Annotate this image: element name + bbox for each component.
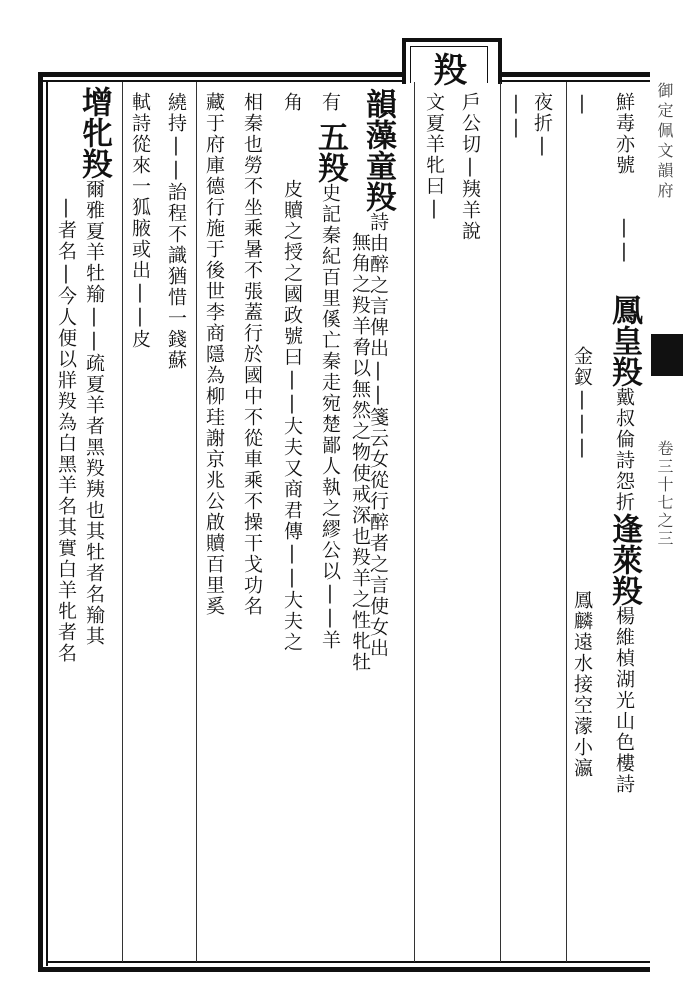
entry-headword: 牝羖 — [76, 117, 112, 179]
text-column-3 — [532, 92, 551, 158]
frame-left-inner-line — [46, 80, 48, 966]
text-column-1 — [606, 92, 642, 795]
text-segment: || — [505, 92, 527, 140]
column-rule — [196, 82, 197, 962]
text-segment: 有 — [319, 92, 341, 113]
column-rule — [566, 82, 567, 962]
text-segment: 楊維楨湖光山色樓詩 — [613, 606, 635, 795]
text-column-11 — [242, 92, 261, 617]
text-segment: 相秦也勞不坐乘暑不張蓋行於國中不從車乘不操干戈功名 — [241, 92, 263, 617]
entry-headword: 童羖 — [360, 150, 396, 212]
text-segment: 無角之羖羊脅以無然之物使戒深也羖羊之性牝牡 — [349, 232, 371, 673]
text-segment: 軾詩從來一狐腋或出||皮 — [129, 92, 151, 350]
text-segment: 詩由醉之言俾出||箋云女從行醉者之言使女出 — [367, 212, 389, 659]
text-segment: 史記秦紀百里傒亡秦走宛楚鄙人執之繆公以||羊 — [319, 183, 341, 651]
column-rule — [414, 82, 415, 962]
section-heading: 韻藻 — [360, 88, 396, 150]
tab-title: 羖 — [427, 52, 467, 86]
text-segment: 鳳麟遠水接空濛小瀛 — [571, 590, 593, 779]
fish-tail-mark — [651, 334, 683, 376]
frame-bottom-inner-line — [46, 961, 650, 963]
text-column-10 — [282, 92, 301, 653]
text-column-5 — [460, 92, 479, 242]
text-column-8 — [350, 232, 369, 673]
text-segment: || — [613, 216, 635, 264]
frame-top-inner-line — [38, 80, 650, 82]
margin-volume-label: 卷三十七之三 — [655, 440, 674, 548]
text-segment: | — [571, 92, 593, 116]
text-segment: |者名|今人便以牂羖為白黑羊名其實白羊牝者名 — [55, 196, 77, 664]
text-segment: 文夏羊牝曰| — [423, 92, 445, 221]
text-segment: 戶公切|羠羊說 — [459, 92, 481, 242]
text-column-14 — [130, 92, 149, 350]
text-column-16 — [56, 196, 75, 664]
text-segment: 夜折| — [531, 92, 553, 158]
frame-left-border — [38, 72, 43, 972]
entry-headword: 五羖 — [312, 121, 348, 183]
text-column-6 — [424, 92, 443, 221]
text-segment: 金釵||| — [571, 346, 593, 460]
text-segment: 藏于府庫德行施于後世李商隱為柳珪謝京兆公啟贖百里奚 — [203, 92, 225, 617]
frame-bottom-border — [38, 967, 650, 972]
text-column-9 — [312, 92, 348, 651]
text-column-12 — [204, 92, 223, 617]
entry-headword: 逢萊羖 — [606, 513, 642, 606]
frame-top-border — [38, 72, 650, 77]
column-rule — [122, 82, 123, 962]
column-rule — [500, 82, 501, 962]
entry-headword: 鳳皇羖 — [606, 294, 642, 387]
section-heading: 增 — [76, 86, 112, 117]
text-segment: 鮮毒亦號 — [613, 92, 635, 176]
text-column-15 — [76, 86, 112, 647]
text-segment: 爾雅夏羊牡羭||疏夏羊者黑羖羠也其牡者名羭其 — [83, 179, 105, 647]
text-segment: 繞持||詒程不識猶惜一錢蘇 — [165, 92, 187, 371]
text-column-2 — [572, 92, 591, 779]
text-column-4 — [506, 92, 525, 140]
text-column-13 — [166, 92, 185, 371]
text-segment: 戴叔倫詩怨折 — [613, 387, 635, 513]
margin-book-title: 御定佩文韻府 — [655, 82, 674, 202]
text-segment: 角 — [281, 92, 303, 113]
text-segment: 皮贖之授之國政號曰||大夫又商君傳||大夫之 — [281, 179, 303, 653]
